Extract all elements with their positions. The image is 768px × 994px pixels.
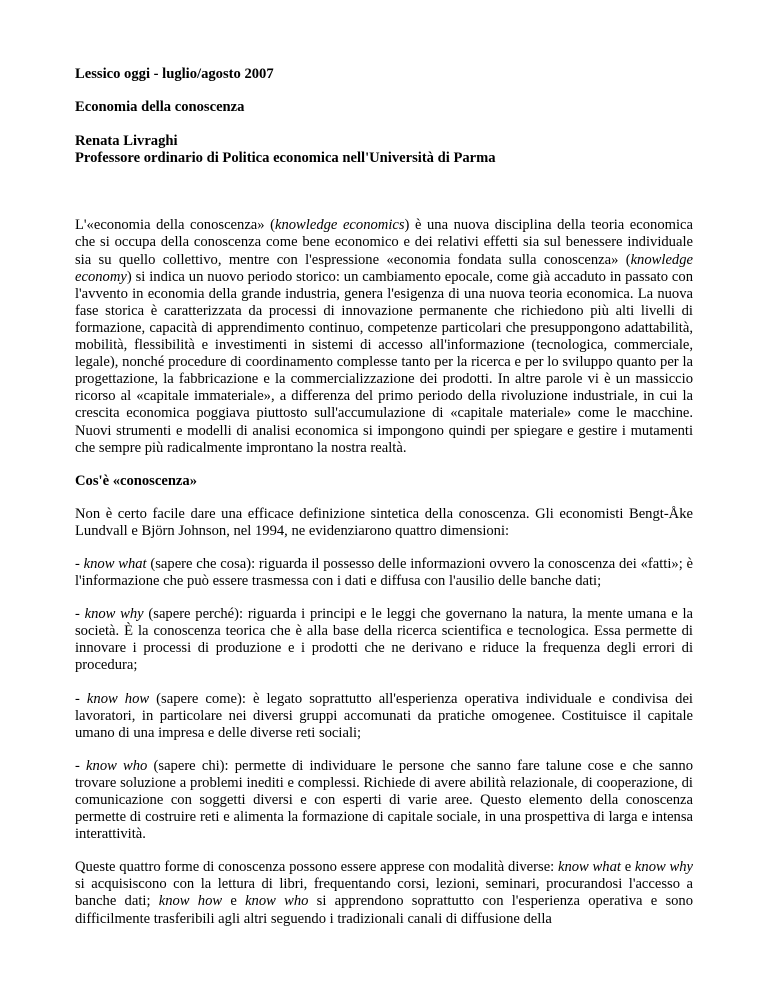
text-run: ) si indica un nuovo periodo storico: un cambiamento epocale, come già accaduto in passato con l'avvento in economia della grande industria, genera l'esigenza di una nuova teoria economica. La nuova fase storica è caratterizzata da processi di innovazione permanente che richiedono più alti livelli di formazione, capacità di apprendimento continuo, competenze particolari che presuppongono adattabilità, mobilità, flessibilità e investimenti in sistemi di accesso all'informazione (tecnologica, commerciale, legale), nonché procedure di coordinamento complesse tanto per la ricerca e per lo sviluppo quanto per la progettazione, la fabbricazione e la commercializzazione dei prodotti. In altre parole vi è un massiccio ricorso al «capitale immateriale», a differenza del primo periodo della rivoluzione industriale, in cui la crescita economica poggiava piuttosto sull'accumulazione di «capitale materiale» come le macchine. Nuovi strumenti e modelli di analisi economica si impongono quindi per spiegare e gestire i mutamenti che sempre più radicalmente improntano la nostra realtà. [75, 268, 693, 456]
italic-term: knowledge economics [274, 217, 405, 234]
list-item-know-what [75, 556, 693, 590]
text-run: e [620, 859, 635, 876]
text-run: si apprendono soprattutto con l'esperienza operativa e sono difficilmente trasferibili agli altri seguendo i tradizionali canali di diffusione della [75, 893, 694, 927]
text-run: (sapere che cosa): riguarda il possesso delle informazioni ovvero la conoscenza dei «fatti»; è l'informazione che può essere trasmessa con i dati e diffusa con l'ausilio delle banche dati; [75, 555, 693, 590]
italic-term: know how [86, 690, 150, 707]
italic-term: know who [245, 893, 309, 910]
author-affiliation: Professore ordinario di Politica economica nell'Università di Parma [75, 150, 496, 167]
list-item-know-who [75, 758, 693, 843]
section-intro-paragraph [75, 506, 693, 540]
text-run: - [75, 690, 87, 707]
list-item-know-how [75, 691, 693, 742]
text-run: (sapere chi): permette di individuare le persone che sanno fare talune cose e che sanno trovare soluzione a problemi inediti e complessi. Richiede di avere abilità relazionale, di cooperazione, di comunicazione con soggetti diversi e con esperti di varie aree. Questo elemento della conoscenza permette di costruire reti e alimenta la formazione di capitale sociale, in una prospettiva di larga e intensa interattività. [75, 757, 694, 843]
italic-term: knowledge economy [75, 251, 693, 285]
document-page [75, 66, 693, 928]
italic-term: know what [557, 859, 621, 876]
text-run: (sapere perché): riguarda i principi e le leggi che governano la natura, la mente umana e la società. È la conoscenza teorica che è alla base della ricerca scientifica e tecnologica. Essa permette di innovare i processi di produzione e i prodotti che ne derivano e riduce la frequenza degli errori di procedura; [75, 606, 693, 674]
text-run: - [75, 555, 84, 572]
text-run: ) è una nuova disciplina della teoria economica che si occupa della conoscenza come bene economico e dei relativi effetti sia sul benessere individuale sia su quello collettivo, mentre con l'espressione «economia fondata sulla conoscenza» ( [75, 217, 693, 268]
italic-term: know how [158, 893, 223, 910]
list-item-know-why [75, 606, 693, 674]
text-run: L'«economia della conoscenza» ( [75, 217, 275, 234]
article-title: Economia della conoscenza [75, 99, 245, 116]
text-run: e [222, 893, 246, 910]
closing-paragraph [75, 859, 693, 927]
text-run: - [75, 606, 85, 623]
text-run: - [75, 757, 87, 774]
italic-term: know why [634, 859, 693, 876]
italic-term: know who [86, 757, 148, 774]
text-run: Queste quattro forme di conoscenza possono essere apprese con modalità diverse: [75, 859, 558, 876]
italic-term: know what [83, 555, 147, 572]
italic-term: know why [84, 606, 144, 623]
author-name: Renata Livraghi [75, 133, 178, 150]
intro-paragraph [75, 217, 693, 456]
source-line: Lessico oggi - luglio/agosto 2007 [75, 66, 274, 82]
text-run: Non è certo facile dare una efficace definizione sintetica della conoscenza. Gli economisti Bengt-Åke Lundvall e Björn Johnson, nel 1994, ne evidenziarono quattro dimensioni: [75, 505, 693, 539]
section-heading: Cos'è «conoscenza» [75, 472, 198, 489]
text-run: si acquisiscono con la lettura di libri, frequentando corsi, lezioni, seminari, procurandosi l'accesso a banche dati; [75, 876, 693, 910]
text-run: (sapere come): è legato soprattutto all'esperienza operativa individuale e condivisa dei lavoratori, in particolare nei diversi gruppi accomunati da pratiche omogenee. Costituisce il capitale umano di una impresa e delle diverse reti sociali; [75, 690, 693, 741]
